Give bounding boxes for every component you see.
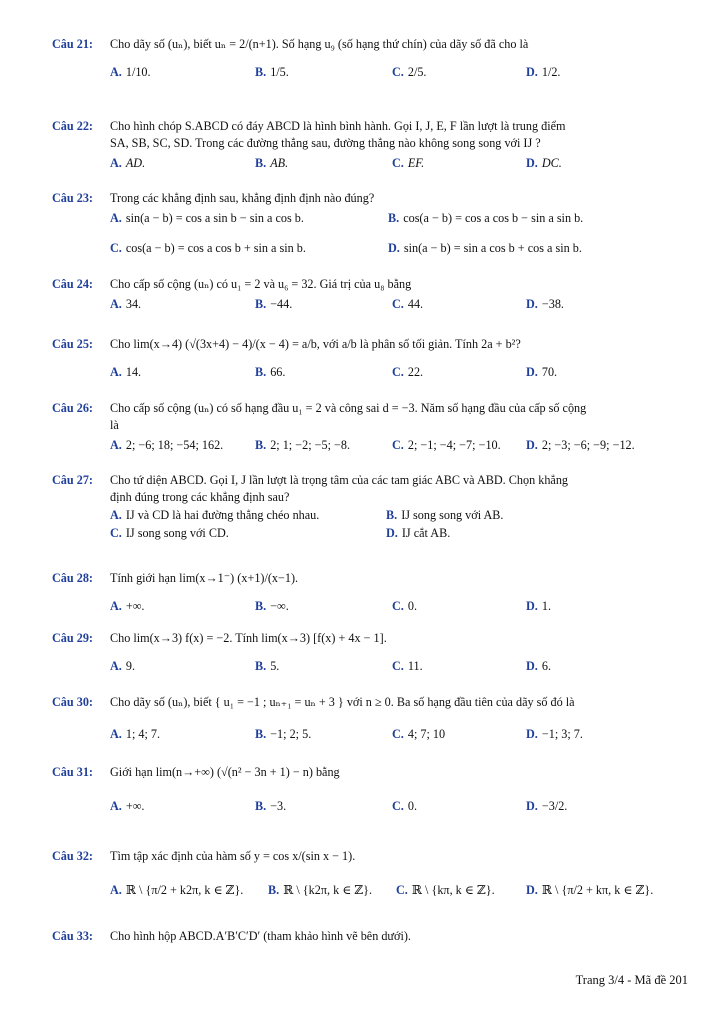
option-d: D. −3/2. — [526, 799, 568, 813]
question-text: Cho hình chóp S.ABCD có đáy ABCD là hình bình hành. Gọi I, J, E, F lần lượt là trung điểm — [110, 119, 566, 133]
question-number: Câu 29: — [52, 631, 93, 645]
question-number: Câu 25: — [52, 337, 93, 351]
question-30 — [52, 694, 692, 743]
option-c: C. 0. — [392, 599, 417, 613]
question-number: Câu 32: — [52, 849, 93, 863]
question-number: Câu 28: — [52, 571, 93, 585]
question-number: Câu 26: — [52, 401, 93, 415]
option-c: C. 4; 7; 10 — [392, 727, 446, 741]
option-c: C. cos(a − b) = cos a cos b + sin a sin b. — [110, 241, 306, 255]
question-text: Trong các khẳng định sau, khẳng định định nào đúng? — [110, 191, 375, 205]
question-31 — [52, 764, 692, 815]
question-number: Câu 27: — [52, 473, 93, 487]
option-b: B. −3. — [255, 799, 287, 813]
option-c: C. EF. — [392, 156, 425, 170]
option-d: D. −1; 3; 7. — [526, 727, 583, 741]
question-32 — [52, 848, 692, 899]
question-24 — [52, 276, 692, 313]
option-b: B. 2; 1; −2; −5; −8. — [255, 438, 351, 452]
question-29 — [52, 630, 692, 675]
option-b: B. ℝ \ {k2π, k ∈ ℤ}. — [268, 883, 373, 897]
option-b: B. AB. — [255, 156, 289, 170]
question-text: Cho lim(x→4) (√(3x+4) − 4)/(x − 4) = a/b, với a/b là phân số tối giản. Tính 2a + b²? — [110, 337, 521, 351]
option-a: A. 14. — [110, 365, 142, 379]
question-number: Câu 31: — [52, 765, 93, 779]
option-c: C. 2/5. — [392, 65, 427, 79]
option-c: C. 2; −1; −4; −7; −10. — [392, 438, 501, 452]
question-text: Giới hạn lim(n→+∞) (√(n² − 3n + 1) − n) bằng — [110, 765, 340, 779]
option-b: B. IJ song song với AB. — [386, 508, 504, 522]
question-number: Câu 30: — [52, 695, 93, 709]
option-a: A. sin(a − b) = cos a sin b − sin a cos b. — [110, 211, 304, 225]
question-23 — [52, 190, 692, 257]
option-d: D. −38. — [526, 297, 564, 311]
question-28 — [52, 570, 692, 615]
question-text-line2: định đúng trong các khẳng định sau? — [110, 490, 290, 504]
page-footer: Trang 3/4 - Mã đề 201 — [575, 973, 688, 987]
question-25 — [52, 336, 692, 381]
question-text-line2: SA, SB, SC, SD. Trong các đường thẳng sau, đường thẳng nào không song song với IJ ? — [110, 136, 541, 150]
option-c: C. 0. — [392, 799, 417, 813]
option-d: D. 2; −3; −6; −9; −12. — [526, 438, 635, 452]
question-21 — [52, 36, 692, 81]
option-a: A. 2; −6; 18; −54; 162. — [110, 438, 224, 452]
option-c: C. 22. — [392, 365, 424, 379]
question-number: Câu 22: — [52, 119, 93, 133]
question-text: Tìm tập xác định của hàm số y = cos x/(sin x − 1). — [110, 849, 356, 863]
option-d: D. sin(a − b) = sin a cos b + cos a sin b. — [388, 241, 582, 255]
option-b: B. −44. — [255, 297, 293, 311]
option-d: D. IJ cắt AB. — [386, 526, 451, 540]
option-a: A. ℝ \ {π/2 + k2π, k ∈ ℤ}. — [110, 883, 244, 897]
option-b: B. cos(a − b) = cos a cos b − sin a sin b. — [388, 211, 584, 225]
question-number: Câu 23: — [52, 191, 93, 205]
option-c: C. ℝ \ {kπ, k ∈ ℤ}. — [396, 883, 495, 897]
option-d: D. 1/2. — [526, 65, 561, 79]
question-text: Cho lim(x→3) f(x) = −2. Tính lim(x→3) [f(x) + 4x − 1]. — [110, 631, 387, 645]
option-a: A. 34. — [110, 297, 142, 311]
question-text: Cho dãy số (uₙ), biết uₙ = 2/(n+1). Số hạng u₉ (số hạng thứ chín) của dãy số đã cho là — [110, 37, 529, 51]
question-text: Cho cấp số cộng (uₙ) có u₁ = 2 và u₆ = 32. Giá trị của u₈ bằng — [110, 277, 412, 291]
question-text: Cho tứ diện ABCD. Gọi I, J lần lượt là trọng tâm của các tam giác ABC và ABD. Chọn khẳng — [110, 473, 569, 487]
option-a: A. +∞. — [110, 799, 145, 813]
option-a: A. +∞. — [110, 599, 145, 613]
question-26 — [52, 400, 692, 454]
option-c: C. 11. — [392, 659, 423, 673]
option-b: B. 1/5. — [255, 65, 289, 79]
question-number: Câu 21: — [52, 37, 93, 51]
option-b: B. −1; 2; 5. — [255, 727, 312, 741]
option-a: A. IJ và CD là hai đường thẳng chéo nhau. — [110, 508, 320, 522]
option-a: A. 9. — [110, 659, 135, 673]
option-d: D. ℝ \ {π/2 + kπ, k ∈ ℤ}. — [526, 883, 654, 897]
question-text: Cho cấp số cộng (uₙ) có số hạng đầu u₁ = 2 và công sai d = −3. Năm số hạng đầu của cấp số cộng — [110, 401, 587, 415]
option-d: D. 70. — [526, 365, 558, 379]
option-c: C. 44. — [392, 297, 424, 311]
option-b: B. 5. — [255, 659, 280, 673]
option-d: D. 6. — [526, 659, 551, 673]
question-text: Cho dãy số (uₙ), biết { u₁ = −1 ; uₙ₊₁ = uₙ + 3 } với n ≥ 0. Ba số hạng đầu tiên của dãy số đó là — [110, 695, 575, 709]
question-text-line2: là — [110, 418, 119, 432]
option-d: D. 1. — [526, 599, 551, 613]
option-a: A. 1; 4; 7. — [110, 727, 161, 741]
question-text: Tính giới hạn lim(x→1⁻) (x+1)/(x−1). — [110, 571, 299, 585]
question-text: Cho hình hộp ABCD.A′B′C′D′ (tham khảo hình vẽ bên dưới). — [110, 929, 411, 943]
question-number: Câu 24: — [52, 277, 93, 291]
question-22 — [52, 118, 692, 172]
option-c: C. IJ song song với CD. — [110, 526, 229, 540]
question-33 — [52, 928, 692, 945]
option-a: A. AD. — [110, 156, 146, 170]
option-b: B. −∞. — [255, 599, 289, 613]
option-a: A. 1/10. — [110, 65, 151, 79]
option-d: D. DC. — [526, 156, 562, 170]
question-27 — [52, 472, 692, 542]
question-number: Câu 33: — [52, 929, 93, 943]
option-b: B. 66. — [255, 365, 286, 379]
